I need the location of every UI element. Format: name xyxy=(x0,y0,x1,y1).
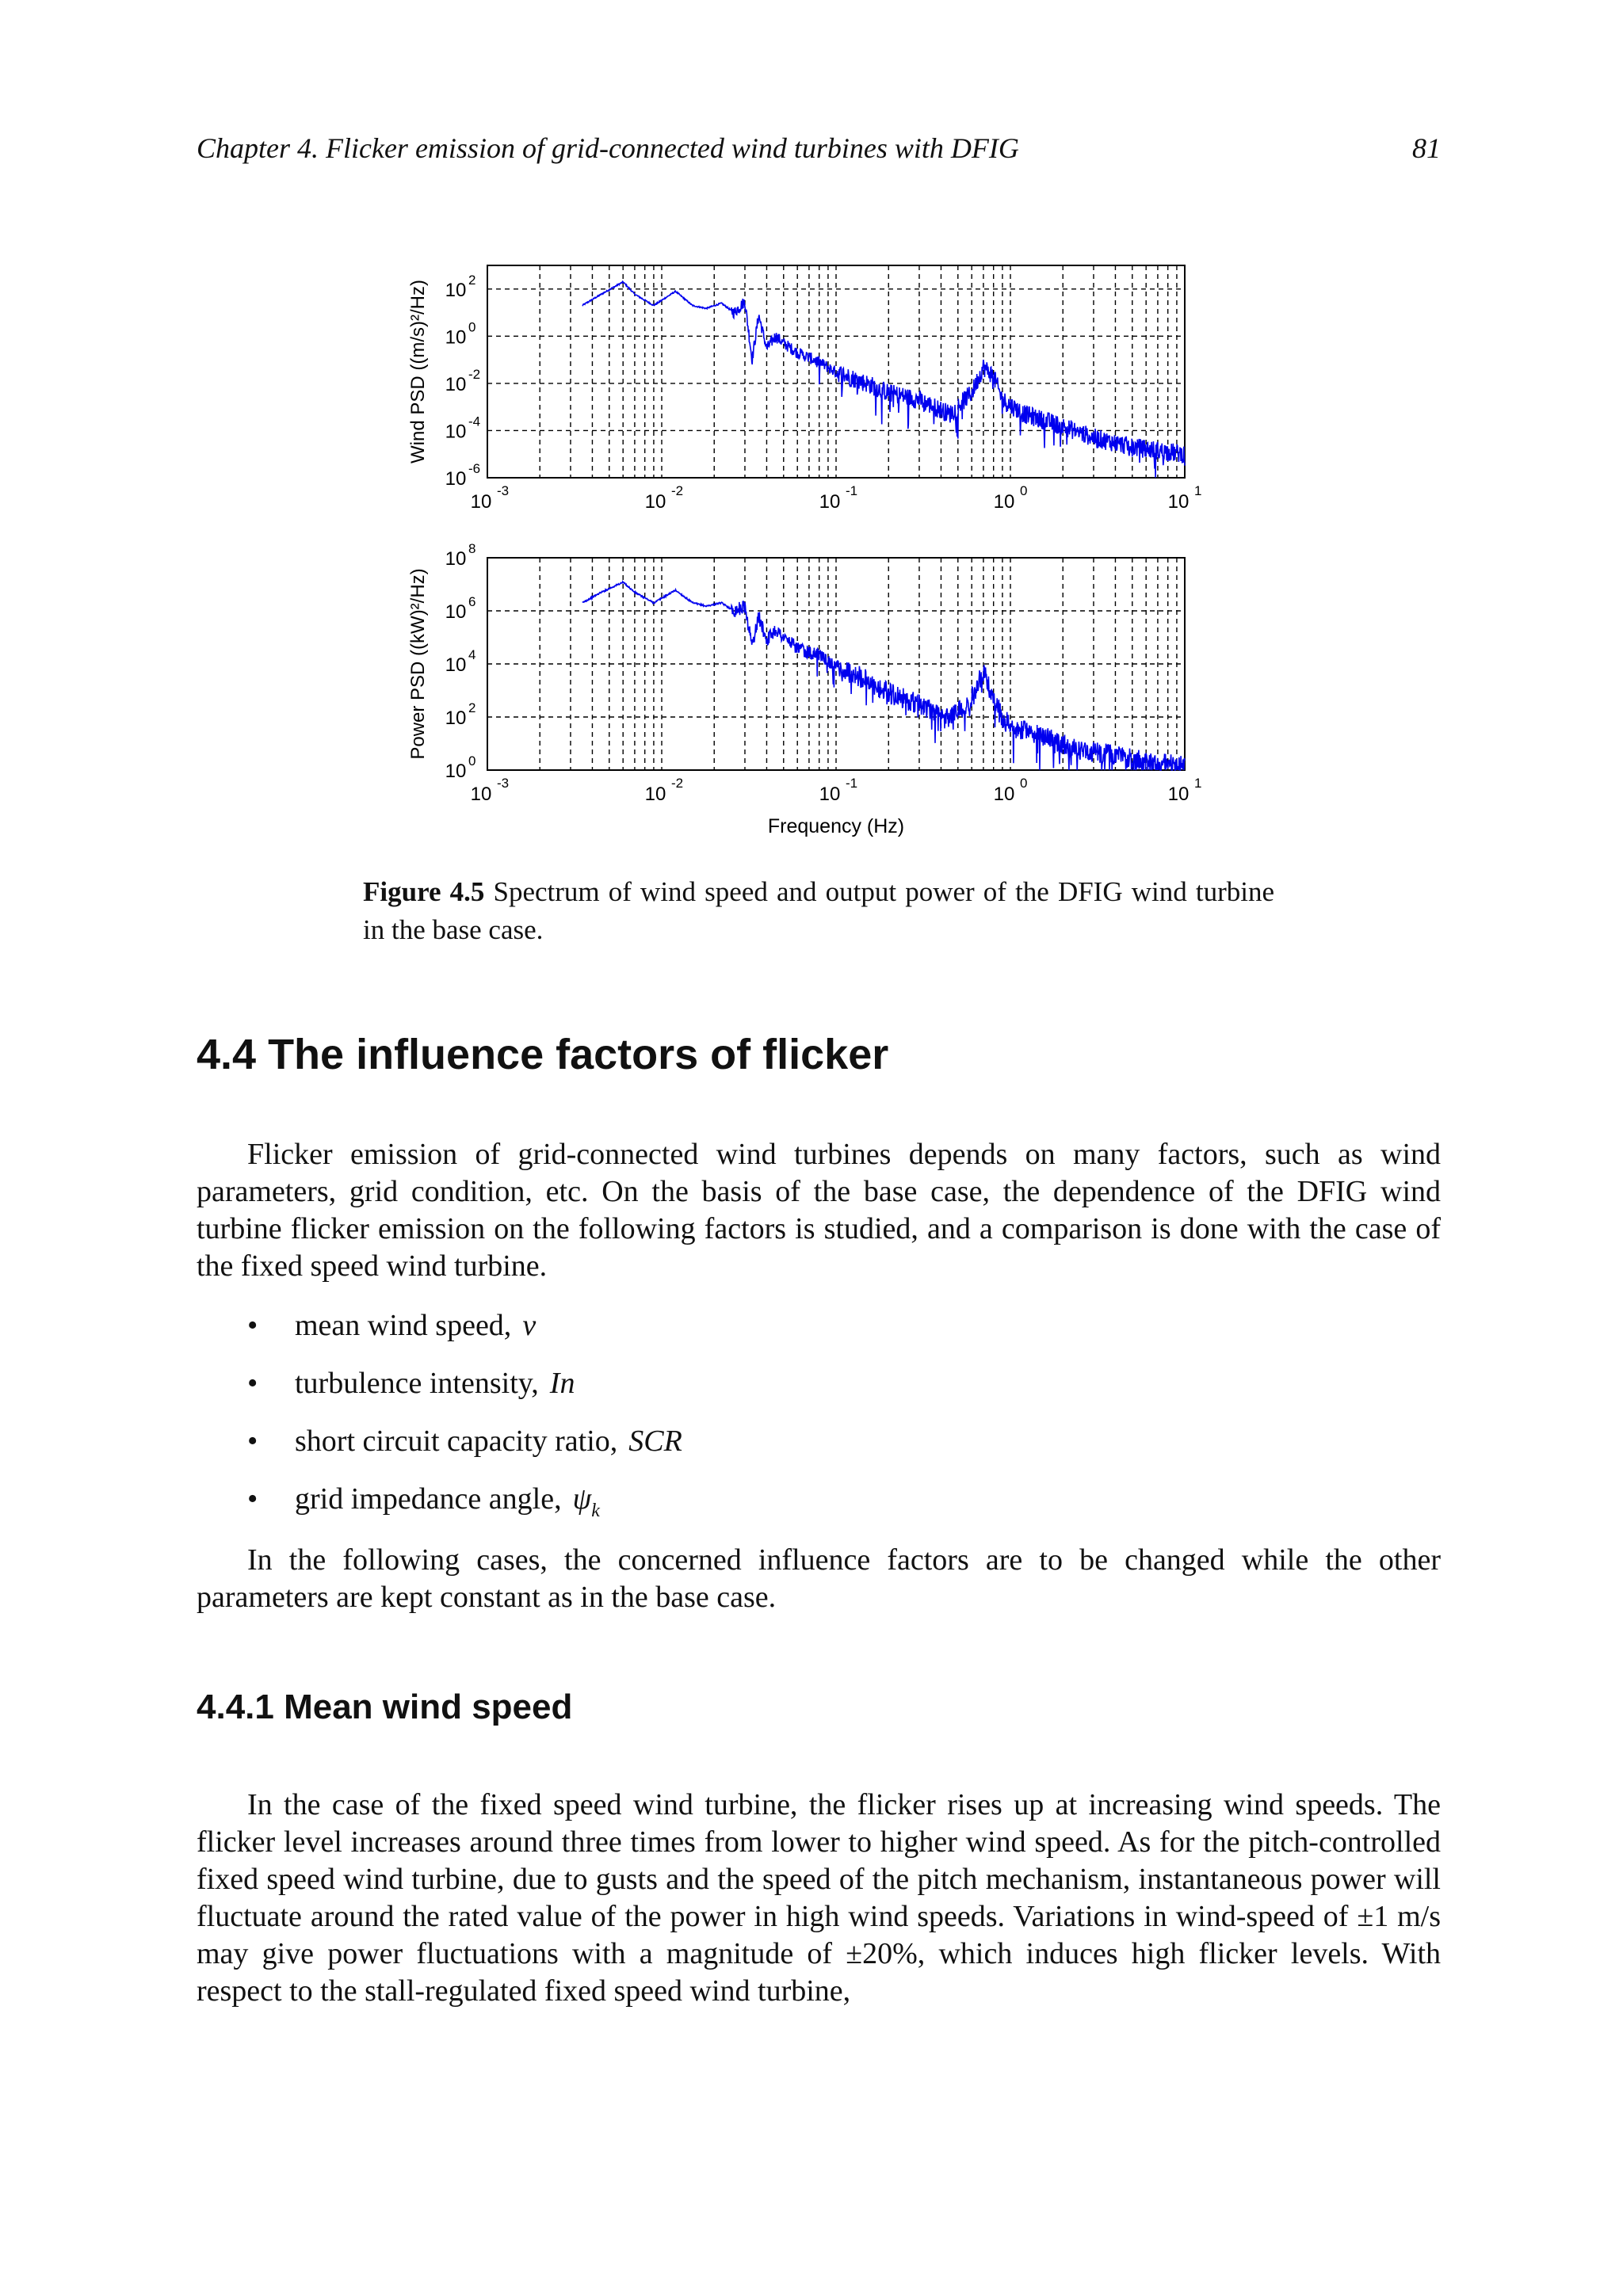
wind-psd-x-tick-exponent: -3 xyxy=(497,483,510,498)
wind-psd-y-tick-exponent: -4 xyxy=(468,414,481,429)
section-paragraph-1: Flicker emission of grid-connected wind turbines depends on many factors, such as wind parameters, grid condition, etc. On the basis of the base case, the dependence of the DFIG wind turbine flicker emission on the following factors is studied, and a comparison is done with the case of the fixed speed wind turbine. xyxy=(197,1138,1441,1283)
list-item-text: short circuit capacity ratio, xyxy=(295,1425,618,1458)
list-item-text: turbulence intensity, xyxy=(295,1367,539,1400)
power-psd-x-tick-label: 10 xyxy=(470,784,492,805)
frequency-x-axis-label: Frequency (Hz) xyxy=(767,815,905,837)
power-psd-y-tick-exponent: 2 xyxy=(468,700,476,715)
wind-psd-y-tick-label: 10 xyxy=(445,326,467,349)
power-psd-x-tick-exponent: -3 xyxy=(497,776,510,791)
power-psd-x-tick-label: 10 xyxy=(993,784,1015,805)
figure-4-5 xyxy=(388,238,1244,856)
wind-psd-y-tick-exponent: -2 xyxy=(468,366,481,382)
figure-caption xyxy=(363,873,1274,949)
wind-psd-y-tick-exponent: 2 xyxy=(468,272,476,288)
bullet-icon: • xyxy=(247,1482,258,1516)
power-psd-x-tick-exponent: 0 xyxy=(1020,776,1028,791)
power-psd-x-tick-label: 10 xyxy=(644,784,666,805)
power-psd-x-tick-exponent: 1 xyxy=(1194,776,1202,791)
wind-psd-y-tick-label: 10 xyxy=(445,373,467,395)
chapter-title: Chapter 4. Flicker emission of grid-connected wind turbines with DFIG xyxy=(197,132,1019,164)
wind-psd-y-tick-label: 10 xyxy=(445,421,467,443)
wind-psd-y-tick-label: 10 xyxy=(445,279,467,301)
power-psd-y-tick-label: 10 xyxy=(445,601,467,623)
power-psd-y-axis-label: Power PSD ((kW)²/Hz) xyxy=(407,568,429,760)
power-psd-panel xyxy=(407,541,1201,837)
wind-psd-y-tick-exponent: -6 xyxy=(468,461,481,476)
wind-psd-x-tick-exponent: -2 xyxy=(671,483,684,498)
influence-factor-list xyxy=(197,1307,1441,1539)
subsection-heading: 4.4.1 Mean wind speed xyxy=(197,1688,573,1726)
wind-psd-y-axis-label: Wind PSD ((m/s)²/Hz) xyxy=(407,280,429,463)
list-item-text: grid impedance angle, xyxy=(295,1482,562,1516)
wind-psd-x-tick-label: 10 xyxy=(644,491,666,513)
power-psd-x-tick-exponent: -2 xyxy=(671,776,684,791)
list-item xyxy=(197,1481,1441,1539)
power-psd-y-tick-label: 10 xyxy=(445,548,467,570)
list-item xyxy=(197,1365,1441,1423)
list-item xyxy=(197,1423,1441,1481)
figure-caption-label: Figure 4.5 xyxy=(363,876,485,907)
power-psd-y-tick-label: 10 xyxy=(445,707,467,729)
wind-psd-x-tick-exponent: -1 xyxy=(846,483,858,498)
power-psd-y-tick-label: 10 xyxy=(445,654,467,676)
psd-figure-svg xyxy=(388,238,1244,856)
bullet-icon: • xyxy=(247,1425,258,1458)
list-item-symbol: v xyxy=(522,1309,537,1342)
power-psd-y-tick-label: 10 xyxy=(445,761,467,782)
wind-psd-x-tick-exponent: 0 xyxy=(1020,483,1028,498)
power-psd-y-tick-exponent: 6 xyxy=(468,594,476,609)
list-item-symbol: SCR xyxy=(628,1425,682,1458)
list-item-text: mean wind speed, xyxy=(295,1309,512,1342)
list-item-symbol: ψ xyxy=(572,1482,592,1516)
power-psd-x-tick-label: 10 xyxy=(1167,784,1190,805)
wind-psd-x-tick-label: 10 xyxy=(993,491,1015,513)
wind-psd-x-tick-exponent: 1 xyxy=(1194,483,1202,498)
bullet-icon: • xyxy=(247,1309,258,1342)
wind-psd-y-tick-label: 10 xyxy=(445,468,467,490)
list-item-symbol: In xyxy=(549,1367,575,1400)
wind-psd-x-tick-label: 10 xyxy=(1167,491,1190,513)
list-item-subscript: k xyxy=(591,1501,600,1521)
list-item xyxy=(197,1307,1441,1365)
subsection-paragraph: In the case of the fixed speed wind turbine, the flicker rises up at increasing wind speeds. The flicker level increases around three times from lower to higher wind speed. As for the pitch-controlled fixed speed wind turbine, due to gusts and the speed of the pitch mechanism, instantaneous power will fluctuate around the rated value of the power in high wind speeds. Variations in wind-speed of ±1 m/s may give power fluctuations with a magnitude of ±20%, which induces high flicker levels. With respect to the stall-regulated fixed speed wind turbine, xyxy=(197,1788,1441,2008)
wind-psd-x-tick-label: 10 xyxy=(470,491,492,513)
power-psd-y-tick-exponent: 4 xyxy=(468,647,476,662)
figure-caption-text: Spectrum of wind speed and output power of the DFIG wind turbine in the base case. xyxy=(363,876,1274,945)
section-paragraph-2: In the following cases, the concerned influence factors are to be changed while the other parameters are kept constant as in the base case. xyxy=(197,1543,1441,1614)
power-psd-y-tick-exponent: 8 xyxy=(468,541,476,556)
running-header xyxy=(197,132,1441,171)
power-psd-x-tick-exponent: -1 xyxy=(846,776,858,791)
bullet-icon: • xyxy=(247,1367,258,1400)
section-heading: 4.4 The influence factors of flicker xyxy=(197,1031,889,1078)
power-psd-y-tick-exponent: 0 xyxy=(468,753,476,769)
wind-psd-y-tick-exponent: 0 xyxy=(468,319,476,335)
wind-psd-x-tick-label: 10 xyxy=(819,491,841,513)
page-number: 81 xyxy=(1412,132,1441,164)
power-psd-x-tick-label: 10 xyxy=(819,784,841,805)
wind-psd-panel xyxy=(407,265,1201,513)
